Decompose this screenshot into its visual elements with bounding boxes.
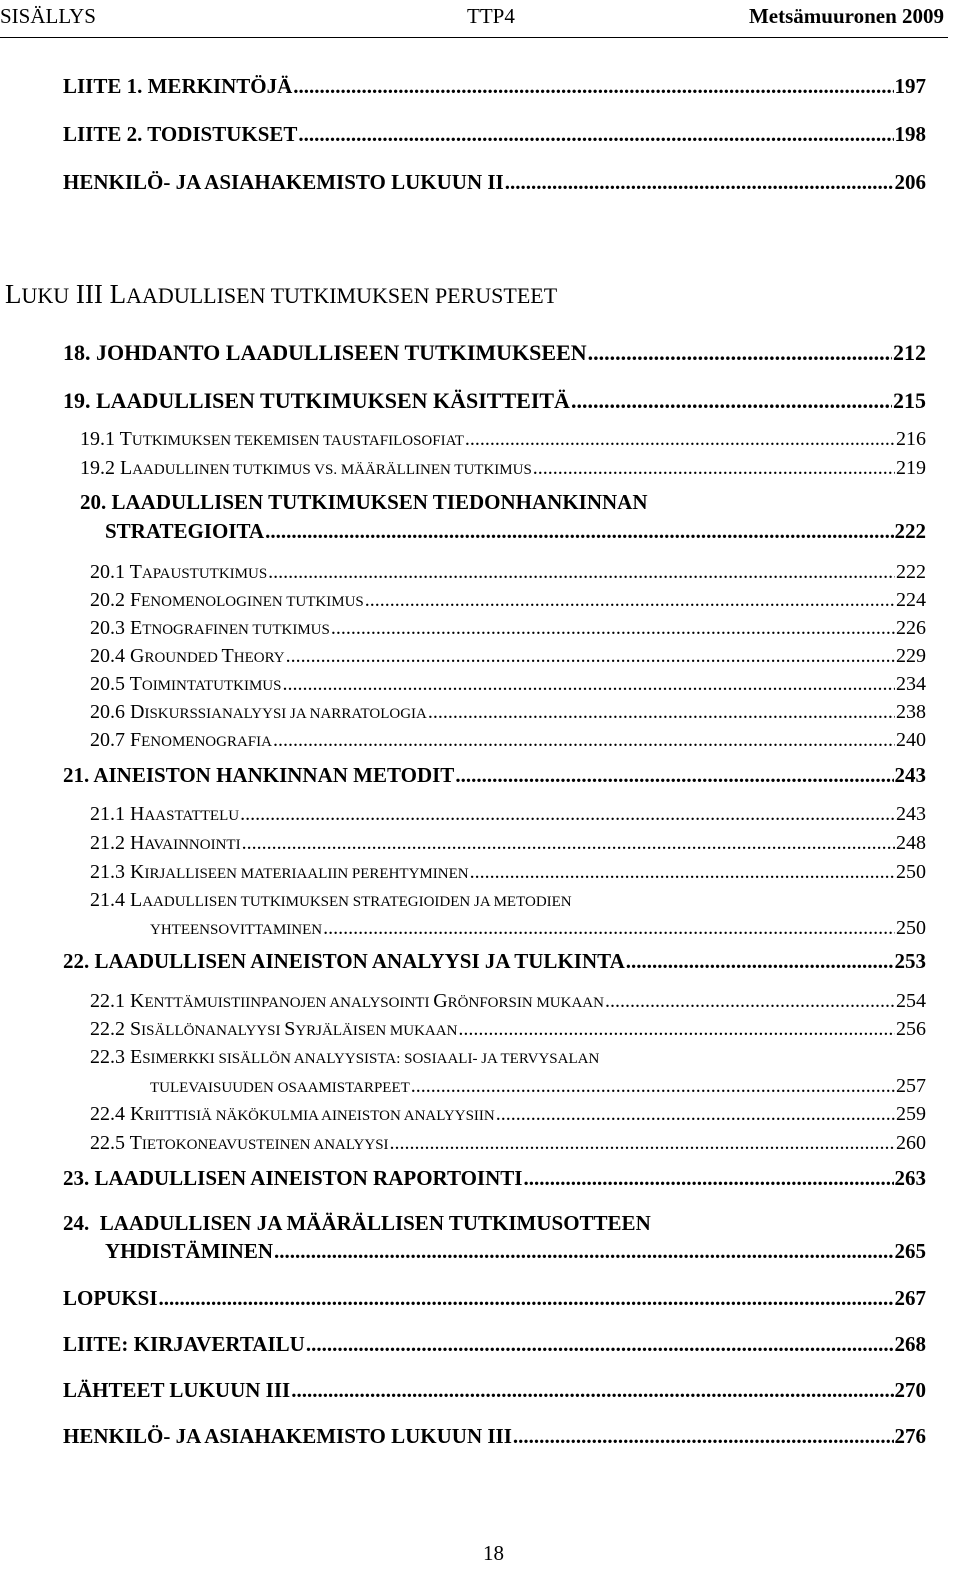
toc-chapter-20-line1[interactable]: 20. LAADULLISEN TUTKIMUKSEN TIEDONHANKINNAN — [80, 490, 648, 514]
toc-entry-label: YHTEENSOVITTAMINEN — [150, 922, 323, 938]
dot-leader — [505, 169, 894, 195]
toc-entry-page: 206 — [894, 170, 926, 194]
header-rule — [0, 37, 948, 38]
toc-entry-page: 216 — [896, 428, 926, 450]
toc-entry-label: 22. LAADULLISEN AINEISTON ANALYYSI JA TULKINTA — [63, 949, 625, 973]
toc-entry-page: 243 — [894, 763, 926, 787]
dot-leader — [523, 1165, 893, 1191]
dot-leader — [240, 802, 895, 826]
dot-leader — [588, 340, 892, 366]
toc-entry-page: 240 — [896, 729, 926, 751]
toc-entry-label: HENKILÖ- JA ASIAHAKEMISTO LUKUUN III — [63, 1424, 512, 1448]
toc-entry-page: 222 — [894, 519, 926, 543]
toc-entry-label: 21. AINEISTON HANKINNAN METODIT — [63, 763, 455, 787]
toc-entry-page: 265 — [894, 1239, 926, 1263]
toc-entry-page: 219 — [896, 457, 926, 479]
toc-entry-page: 222 — [896, 561, 926, 583]
toc-entry-index-iii[interactable] — [63, 1423, 926, 1449]
toc-chapter-18[interactable] — [63, 340, 926, 366]
dot-leader — [282, 672, 895, 696]
dot-leader — [513, 1423, 894, 1449]
toc-entry-lahteet[interactable] — [63, 1377, 926, 1403]
toc-chapter-22[interactable] — [63, 948, 926, 974]
toc-entry-liite-1[interactable] — [63, 73, 926, 99]
toc-chapter-20[interactable] — [105, 518, 926, 544]
dot-leader — [533, 456, 895, 480]
toc-entry-page: 254 — [896, 990, 926, 1012]
dot-leader — [306, 1331, 894, 1357]
toc-entry-label: 18. JOHDANTO LAADULLISEEN TUTKIMUKSEEN — [63, 340, 587, 365]
toc-entry-label: LIITE 1. MERKINTÖJÄ — [63, 74, 293, 98]
dot-leader — [390, 1131, 895, 1155]
toc-section-20-2[interactable]: 20.2 FENOMENOLOGINEN TUTKIMUS ..... 224 — [90, 588, 926, 614]
toc-section-22-4[interactable]: 22.4 KRIITTISIÄ NÄKÖKULMIA AINEISTON ANALYYSIIN ..... 259 — [90, 1102, 926, 1128]
toc-section-22-2[interactable]: 22.2 SISÄLLÖNANALYYSI SYRJÄLÄISEN MUKAAN ..... 256 — [90, 1017, 926, 1043]
toc-entry-page: 259 — [896, 1103, 926, 1125]
toc-entry-page: 270 — [894, 1378, 926, 1402]
toc-section-21-4-line1[interactable]: 21.4 LAADULLISEN TUTKIMUKSEN STRATEGIOIDEN JA METODIEN — [90, 889, 572, 911]
toc-entry-page: 250 — [896, 917, 926, 939]
toc-entry-label: YHDISTÄMINEN — [105, 1239, 274, 1263]
toc-section-21-3[interactable]: 21.3 KIRJALLISEEN MATERIAALIIN PEREHTYMINEN ..... 250 — [90, 860, 926, 886]
toc-entry-page: 248 — [896, 832, 926, 854]
toc-entry-page: 250 — [896, 861, 926, 883]
toc-chapter-19[interactable] — [63, 388, 926, 414]
toc-entry-label: 19. LAADULLISEN TUTKIMUKSEN KÄSITTEITÄ — [63, 388, 570, 413]
toc-entry-label: LIITE 2. TODISTUKSET — [63, 122, 298, 146]
dot-leader — [242, 831, 895, 855]
toc-chapter-23[interactable] — [63, 1165, 926, 1191]
dot-leader — [293, 73, 893, 99]
toc-entry-label: TULEVAISUUDEN OSAAMISTARPEET — [150, 1080, 410, 1096]
toc-section-21-4[interactable] — [150, 916, 926, 942]
dot-leader — [605, 989, 895, 1013]
dot-leader — [331, 616, 895, 640]
toc-entry-page: 215 — [893, 388, 926, 413]
dot-leader — [458, 1017, 895, 1041]
dot-leader — [428, 700, 895, 724]
toc-entry-label: 23. LAADULLISEN AINEISTON RAPORTOINTI — [63, 1166, 523, 1190]
toc-entry-label: STRATEGIOITA — [105, 519, 265, 543]
dot-leader — [298, 121, 893, 147]
part-heading: LUKU III LAADULLISEN TUTKIMUKSEN PERUSTEET — [5, 279, 558, 309]
dot-leader — [286, 644, 895, 668]
toc-section-19-2[interactable]: 19.2 LAADULLINEN TUTKIMUS VS. MÄÄRÄLLINEN TUTKIMUS ..... 219 — [80, 456, 926, 482]
toc-entry-page: 263 — [894, 1166, 926, 1190]
toc-entry-page: 197 — [894, 74, 926, 98]
toc-chapter-24[interactable] — [105, 1238, 926, 1264]
dot-leader — [470, 860, 895, 884]
header-author-year: Metsämuuronen 2009 — [748, 4, 944, 28]
toc-section-22-3[interactable] — [150, 1074, 926, 1100]
dot-leader — [411, 1074, 895, 1098]
dot-leader — [323, 916, 895, 940]
toc-entry-page: 268 — [894, 1332, 926, 1356]
toc-entry-page: 276 — [894, 1424, 926, 1448]
dot-leader — [455, 762, 893, 788]
toc-entry-label: LÄHTEET LUKUUN III — [63, 1378, 291, 1402]
toc-entry-kirjavertailu[interactable] — [63, 1331, 926, 1357]
toc-entry-page: 267 — [894, 1286, 926, 1310]
toc-entry-label: LOPUKSI — [63, 1286, 158, 1310]
toc-section-20-4[interactable]: 20.4 GROUNDED THEORY ..... 229 — [90, 644, 926, 670]
toc-section-21-2[interactable]: 21.2 HAVAINNOINTI ..... 248 — [90, 831, 926, 857]
dot-leader — [496, 1102, 895, 1126]
toc-section-20-7[interactable]: 20.7 FENOMENOGRAFIA ..... 240 — [90, 728, 926, 754]
toc-entry-page: 224 — [896, 589, 926, 611]
toc-entry-page: 253 — [894, 949, 926, 973]
toc-chapter-24-line1[interactable]: 24. LAADULLISEN JA MÄÄRÄLLISEN TUTKIMUSOTTEEN — [63, 1211, 651, 1235]
toc-section-20-6[interactable]: 20.6 DISKURSSIANALYYSI JA NARRATOLOGIA ..... 238 — [90, 700, 926, 726]
toc-section-20-5[interactable]: 20.5 TOIMINTATUTKIMUS ..... 234 — [90, 672, 926, 698]
toc-entry-label: LIITE: KIRJAVERTAILU — [63, 1332, 305, 1356]
toc-entry-label: HENKILÖ- JA ASIAHAKEMISTO LUKUUN II — [63, 170, 504, 194]
toc-entry-page: 198 — [894, 122, 926, 146]
dot-leader — [571, 388, 892, 414]
toc-entry-page: 229 — [896, 645, 926, 667]
toc-entry-page: 260 — [896, 1132, 926, 1154]
toc-section-22-1[interactable]: 22.1 KENTTÄMUISTIINPANOJEN ANALYSOINTI GRÖNFORSIN MUKAAN ..... 254 — [90, 989, 926, 1015]
dot-leader — [291, 1377, 893, 1403]
toc-section-20-1[interactable]: 20.1 TAPAUSTUTKIMUS ..... 222 — [90, 560, 926, 586]
toc-entry-page: 234 — [896, 673, 926, 695]
toc-entry-page: 243 — [896, 803, 926, 825]
dot-leader — [465, 427, 895, 451]
toc-section-22-3-line1[interactable]: 22.3 ESIMERKKI SISÄLLÖN ANALYYSISTA: SOSIAALI- JA TERVYSALAN — [90, 1046, 600, 1068]
toc-entry-index-ii[interactable] — [63, 169, 926, 195]
toc-entry-page: 256 — [896, 1018, 926, 1040]
header-section-title: SISÄLLYS — [0, 4, 96, 28]
toc-section-21-1[interactable]: 21.1 HAASTATTELU ..... 243 — [90, 802, 926, 828]
dot-leader — [265, 518, 893, 544]
toc-entry-page: 212 — [893, 340, 926, 365]
toc-section-19-1[interactable]: 19.1 TUTKIMUKSEN TEKEMISEN TAUSTAFILOSOFIAT ..... 216 — [80, 427, 926, 453]
toc-entry-page: 226 — [896, 617, 926, 639]
toc-entry-lopuksi[interactable] — [63, 1285, 926, 1311]
toc-entry-page: 238 — [896, 701, 926, 723]
dot-leader — [274, 1238, 893, 1264]
toc-section-22-5[interactable]: 22.5 TIETOKONEAVUSTEINEN ANALYYSI ..... 260 — [90, 1131, 926, 1157]
dot-leader — [365, 588, 895, 612]
toc-entry-page: 257 — [896, 1075, 926, 1097]
toc-entry-liite-2[interactable] — [63, 121, 926, 147]
dot-leader — [159, 1285, 894, 1311]
dot-leader — [273, 728, 895, 752]
toc-section-20-3[interactable]: 20.3 ETNOGRAFINEN TUTKIMUS ..... 226 — [90, 616, 926, 642]
dot-leader — [268, 560, 895, 584]
toc-chapter-21[interactable] — [63, 762, 926, 788]
header-book-code: TTP4 — [467, 4, 515, 28]
page-number: 18 — [483, 1541, 504, 1565]
dot-leader — [626, 948, 894, 974]
